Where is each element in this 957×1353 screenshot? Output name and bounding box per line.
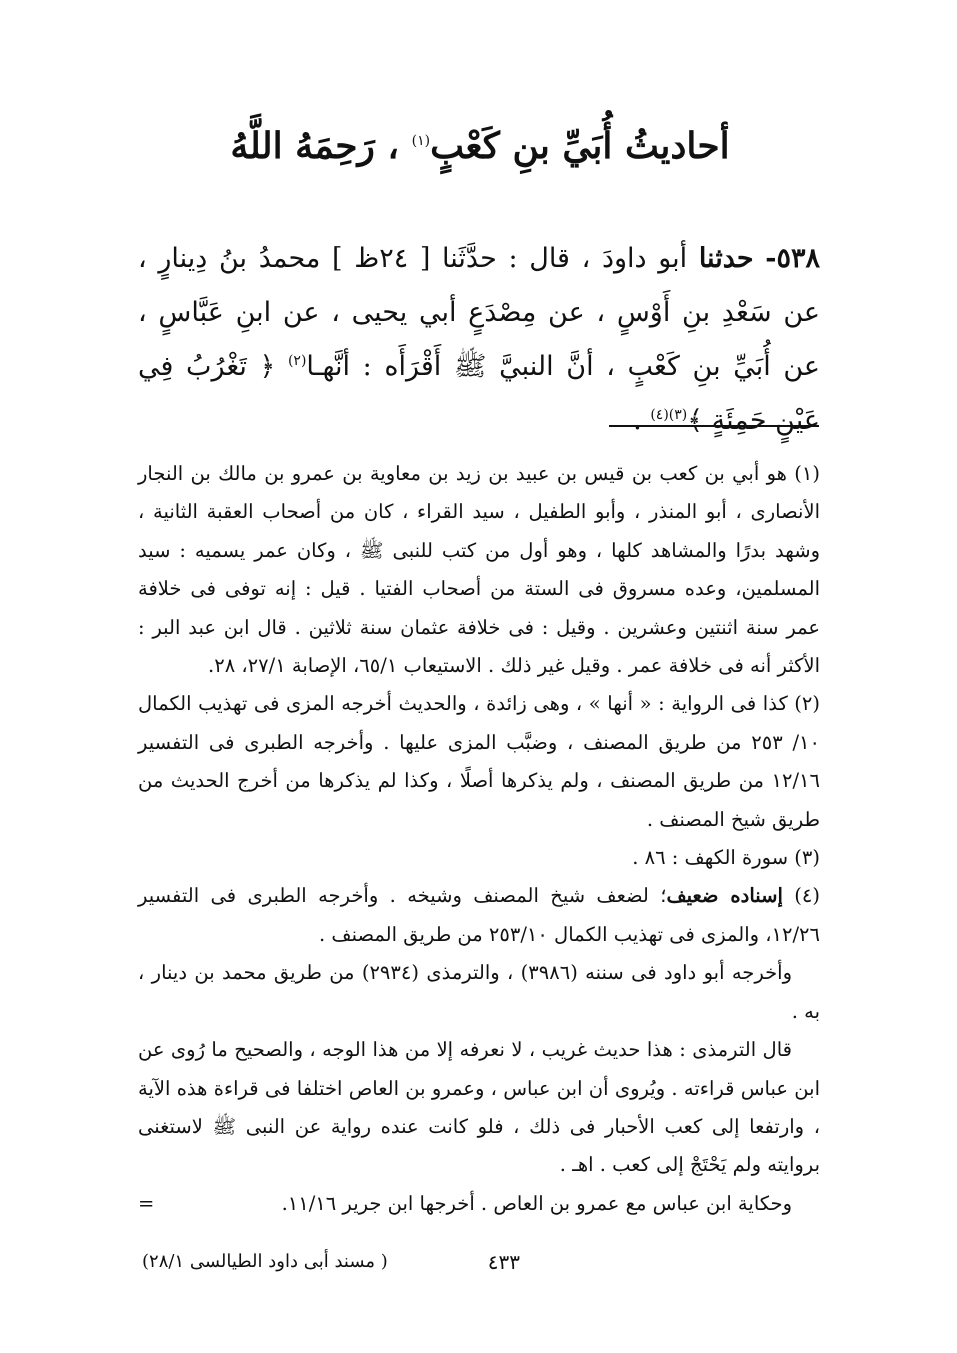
- footnote-1: (١) هو أبي بن كعب بن قيس بن عبيد بن زيد بن معاوية بن عمرو بن مالك بن النجار الأنصارى ، أبو المنذر ، وأبو الطفيل ، سيد القراء ، كان من أصحاب العقبة الثانية ، وشهد بدرًا والمشاهد كلها ، وهو أول من كتب للنبى ﷺ ، وكان عمر يسميه : سيد المسلمين، وعده مسروق فى الستة من أصحاب الفتيا . قيل : إنه توفى فى خلافة عمر سنة اثنتين وعشرين . وقيل : فى خلافة عثمان سنة ثلاثين . قال ابن عبد البر : الأكثر أنه فى خلافة عمر . وقيل غير ذلك . الاستيعاب ٦٥/١، الإصابة ٢٧/١، ٢٨.: [138, 462, 820, 678]
- page-number: ٤٣٣: [487, 1250, 520, 1274]
- footnote-ref-3-4[interactable]: (٣)(٤): [650, 407, 688, 423]
- chapter-title-main: أحاديثُ أُبَيِّ بنِ كَعْبٍ: [430, 125, 730, 167]
- hadith-number: ٥٣٨-: [765, 243, 820, 274]
- chapter-title: [130, 118, 830, 174]
- hadith-opening: حدثنا: [698, 243, 754, 274]
- footnote-3: (٣) سورة الكهف : ٨٦ .: [632, 846, 820, 870]
- footnote-4: [138, 877, 820, 954]
- hadith-text: [138, 232, 820, 448]
- chapter-title-suffix: ، رَحِمَهُ اللَّهُ: [230, 125, 400, 167]
- continuation-mark: =: [138, 1191, 155, 1215]
- footnote-paragraph-3-text: وحكاية ابن عباس مع عمرو بن العاص . أخرجها ابن جرير ١١/١٦.: [281, 1191, 792, 1215]
- source-reference: ( مسند أبى داود الطيالسى ٢٨/١): [142, 1251, 388, 1272]
- footnote-2: (٢) كذا فى الرواية : « أنها » ، وهى زائدة ، والحديث أخرجه المزى فى تهذيب الكمال ١٠/ ٢٥٣ من طريق المصنف ، وضبَّب المزى عليها . وأخرجه الطبرى فى التفسير ١٢/١٦ من طريق المصنف ، ولم يذكرها أصلًا ، وكذا لم يذكرها من أخرج الحديث من طريق شيخ المصنف .: [138, 692, 820, 831]
- footnote-paragraph-2: قال الترمذى : هذا حديث غريب ، لا نعرفه إلا من هذا الوجه ، والصحيح ما رُوى عن ابن عباس قراءته . ويُروى أن ابن عباس ، وعمرو بن العاص اختلفا فى قراءة هذه الآية ، وارتفعا إلى كعب الأحبار فى ذلك ، فلو كانت عنده رواية عن النبى ﷺ لاستغنى بروايته ولم يَحْتَجْ إلى كعب . اهـ .: [138, 1038, 820, 1177]
- hadith-end: .: [633, 405, 642, 436]
- footnote-ref-2[interactable]: (٢): [287, 353, 307, 369]
- footnote-4-grading: إسناده ضعيف: [666, 884, 783, 908]
- quran-quote: ﴿ تَغْرُبُ فِي عَيْنٍ حَمِئَةٍ ﴾: [138, 351, 820, 436]
- footnote-4-text: ؛ لضعف شيخ المصنف وشيخه . وأخرجه الطبرى فى التفسير ١٢/٢٦، والمزى فى تهذيب الكمال ٢٥٣/١٠ من طريق المصنف .: [138, 884, 820, 946]
- footnote-4-prefix: (٤): [794, 884, 820, 908]
- footnote-paragraph-3: [138, 1185, 820, 1223]
- footnote-paragraph-1: وأخرجه أبو داود فى سننه (٣٩٨٦) ، والترمذى (٢٩٣٤) من طريق محمد بن دينار ، به .: [138, 961, 820, 1023]
- hadith-chain: أبو داودَ ، قال : حدَّثَنا [ ٢٤ظ ] محمدُ بنُ دِينارٍ ، عن سَعْدِ بنِ أَوْسٍ ، عن مِصْدَعٍ أبي يحيى ، عن ابنِ عَبَّاسٍ ، عن أُبَيِّ بنِ كَعْبٍ ، أنَّ النبيَّ ﷺ أَقْرَأَه : أنَّهـا: [138, 243, 820, 382]
- footnote-ref-1[interactable]: (١): [411, 133, 431, 149]
- page-footer: [138, 1244, 820, 1280]
- footnote-separator: [609, 425, 819, 427]
- footnotes-section: [138, 455, 820, 1223]
